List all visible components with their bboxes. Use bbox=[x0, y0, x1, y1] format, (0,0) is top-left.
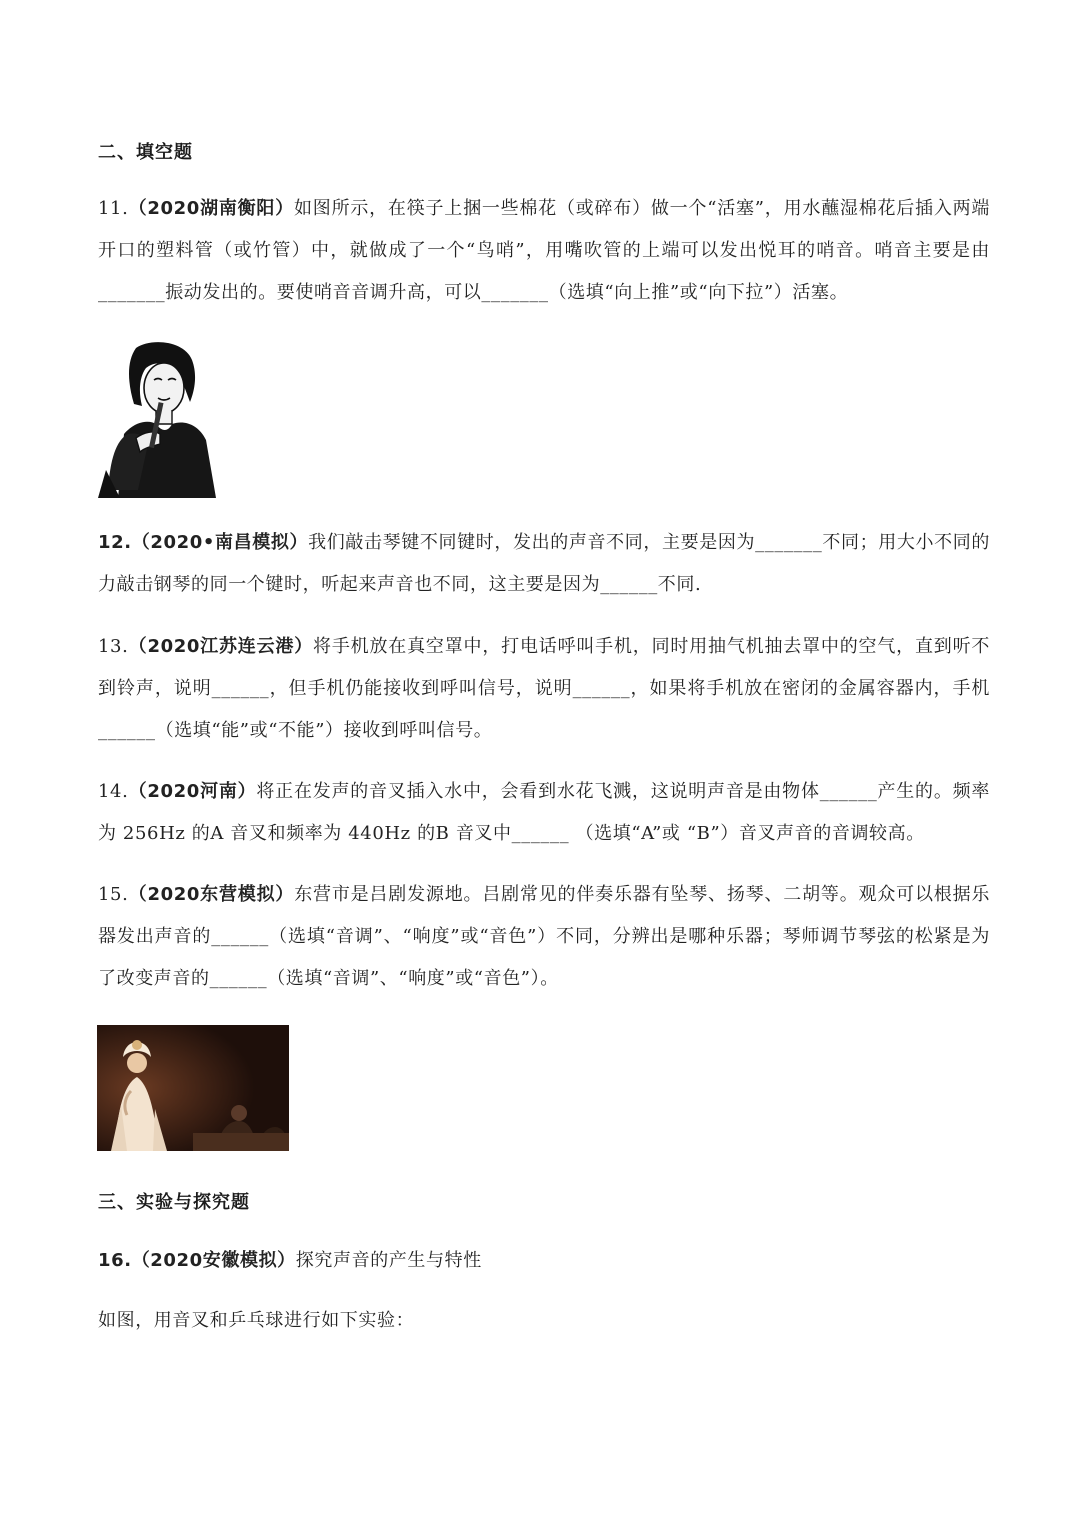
question-source: （2020湖南衡阳） bbox=[128, 198, 295, 219]
question-text: 如图所示，在筷子上捆一些棉花（或碎布）做一个“活塞”，用水蘸湿棉花后插入两端开口的塑料管（或竹管）中，就做成了一个“鸟哨”，用嘴吹管的上端可以发出悦耳的哨音。哨音主要是由_______振动发出的。要使哨音音调升高，可以_______（选填“向上推”或“向下拉”）活塞。 bbox=[98, 198, 990, 303]
question-13 bbox=[98, 626, 990, 752]
question-text: 将正在发声的音叉插入水中，会看到水花飞溅，这说明声音是由物体______产生的。频率为 256Hz 的A 音叉和频率为 440Hz 的B 音叉中______ （选填“A”或 “B”）音叉声音的音调较高。 bbox=[98, 781, 990, 844]
question-source: （2020安徽模拟） bbox=[131, 1250, 296, 1271]
question-16-intro: 如图，用音叉和乒乓球进行如下实验： bbox=[98, 1310, 415, 1331]
section-heading-fill-in: 二、填空题 bbox=[98, 142, 193, 163]
section-heading-experiment: 三、实验与探究题 bbox=[98, 1192, 250, 1213]
question-14 bbox=[98, 771, 990, 855]
question-15 bbox=[98, 874, 990, 1000]
question-text: 将手机放在真空罩中，打电话呼叫手机，同时用抽气机抽去罩中的空气，直到听不到铃声，说明______，但手机仍能接收到呼叫信号，说明______，如果将手机放在密闭的金属容器内，手机______（选填“能”或“不能”）接收到呼叫信号。 bbox=[98, 636, 990, 741]
question-number: 13. bbox=[98, 636, 129, 657]
question-11 bbox=[98, 188, 990, 314]
question-source: （2020江苏连云港） bbox=[128, 636, 314, 657]
question-number: 14. bbox=[98, 781, 129, 802]
question-number: 15. bbox=[98, 884, 129, 905]
question-16 bbox=[98, 1240, 990, 1282]
question-text: 我们敲击琴键不同键时，发出的声音不同，主要是因为_______不同；用大小不同的力敲击钢琴的同一个键时，听起来声音也不同，这主要是因为______不同. bbox=[98, 532, 990, 595]
question-source: （2020河南） bbox=[128, 781, 257, 802]
figure-opera-performer bbox=[97, 1025, 289, 1151]
question-number: 16. bbox=[98, 1250, 132, 1271]
question-text: 探究声音的产生与特性 bbox=[295, 1250, 482, 1271]
question-12 bbox=[98, 522, 990, 606]
question-source: （2020•南昌模拟） bbox=[131, 532, 309, 553]
question-source: （2020东营模拟） bbox=[128, 884, 295, 905]
figure-woman-whistle bbox=[98, 340, 216, 498]
question-text: 东营市是吕剧发源地。吕剧常见的伴奏乐器有坠琴、扬琴、二胡等。观众可以根据乐器发出声音的______（选填“音调”、“响度”或“音色”）不同，分辨出是哪种乐器；琴师调节琴弦的松紧是为了改变声音的______（选填“音调”、“响度”或“音色”）。 bbox=[98, 884, 990, 989]
question-number: 11. bbox=[98, 198, 129, 219]
question-number: 12. bbox=[98, 532, 132, 553]
